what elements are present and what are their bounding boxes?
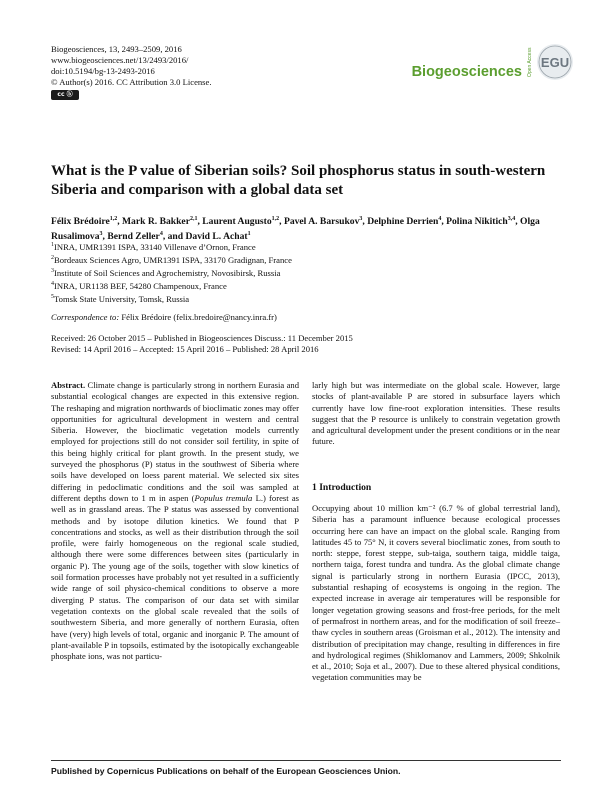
author-name: Delphine Derrien xyxy=(367,216,439,228)
article-metadata xyxy=(51,44,212,100)
dates-line-2: Revised: 14 April 2016 – Accepted: 15 April 2016 – Published: 28 April 2016 xyxy=(51,344,319,355)
svg-text:EGU: EGU xyxy=(540,55,570,70)
author-name: Polina Nikitich xyxy=(446,216,508,228)
abstract-continuation: larly high but was intermediate on the global scale. However, large stocks of plant-available P are stored in subsurface layers which currently have low fine-root exploration intensities. These results suggest that the P resource is unlikely to constrain vegetation growth and agricultural development under the present conditions or in the near future. xyxy=(312,380,560,447)
publisher-footer: Published by Copernicus Publications on behalf of the European Geosciences Union. xyxy=(51,766,401,776)
egu-logo-icon xyxy=(536,43,574,81)
license-line: © Author(s) 2016. CC Attribution 3.0 License. xyxy=(51,77,212,88)
author-name: Mark R. Bakker xyxy=(122,216,190,228)
correspondence xyxy=(51,312,277,322)
introduction-paragraph: Occupying about 10 million km⁻² (6.7 % of global terrestrial land), Siberia has a paramount influence because ecological processes occurring here can have an impact on the global scale. Ranging from latitudes 45 to 75° N, it covers several bioclimatic zones, from south to north: steppe, forest steppe, sub-taiga, southern taiga, middle taiga, northern taiga, forest tundra and tundra. As the global climate change signal is particularly strong in northern Eurasia (IPCC, 2013), substantial reshaping of ecosystems is ongoing in the region. The expected increase in average air temperatures will be responsible for longer vegetation growing seasons and frost-free periods, for the melt of permafrost in northern areas, and for the modification of soil freeze–thaw cycles in southern areas (Groisman et al., 2012). The intensity and distribution of precipitation may change, resulting in differences in fire and hydrological regimes (Shiklomanov and Lammers, 2009; Shkolnik et al., 2010; Soja et al., 2007). Due to these altered physical conditions, vegetation communities may be xyxy=(312,503,560,683)
author-affiliation-index: 3 xyxy=(359,216,363,222)
journal-name: Biogeosciences xyxy=(411,64,522,80)
article-url[interactable]: www.biogeosciences.net/13/2493/2016/ xyxy=(51,55,189,66)
abstract-paragraph: Abstract. Climate change is particularly strong in northern Eurasia and substantial ecological changes are expected in this extensive region. The reshaping and migration northwards of bioclimatic zones may offer opportunities for agricultural development in western and central Siberia. However, the bioclimatic vegetation models currently employed for projections still do not consider soil fertility, in spite of this being highly critical for plant growth. In the present study, we surveyed the phosphorus (P) status in the southwest of Siberia where soils have developed on loess parent material. We selected six sites differing in pedoclimatic conditions and the soil was sampled at different depths down to 1 m in aspen (Populus tremula L.) forest as well as in grassland areas. The P status was assessed by conventional methods and by isotope dilution kinetics. We found that P concentrations and stocks, as well as their distribution through the soil profile, were fairly homogeneous on the regional scale studied, although there were some differences between sites (particularly in organic P). The young age of the soils, together with slow kinetics of soil formation processes have probably not yet resulted in a sufficiently wide range of soil physico-chemical conditions to observe a more diverging P status. The comparison of our data set with similar vegetation contexts on the global scale revealed that the soils of southwestern Siberia, and more generally of northern Eurasia, often have (very) high levels of total, organic and inorganic P. The amount of plant-available P in topsoils, estimated by the isotopically exchangeable phosphate ions, was not particu- xyxy=(51,380,300,662)
author-name: Laurent Augusto xyxy=(202,216,272,228)
author-name: David L. Achat xyxy=(185,231,248,243)
abstract-label: Abstract. xyxy=(51,380,88,390)
author-name: Pavel A. Barsukov xyxy=(283,216,360,228)
affiliation-item: $^3$Institute of Soil Sciences and Agrochemistry, Novosibirsk, Russia xyxy=(51,267,281,278)
dates-line-1: Received: 26 October 2015 – Published in Biogeosciences Discuss.: 11 December 2015 xyxy=(51,333,353,343)
author-affiliation-index: 1,2 xyxy=(271,216,280,222)
author-name: Olga Rusalimova xyxy=(51,216,540,243)
author-affiliation-index: 4 xyxy=(159,231,163,238)
affiliation-item: $^5$Tomsk State University, Tomsk, Russia xyxy=(51,293,190,304)
author-affiliation-index: 3 xyxy=(99,231,103,238)
author-affiliation-index: 1 xyxy=(247,231,251,238)
affiliation-item: $^2$Bordeaux Sciences Agro, UMR1391 ISPA, 33170 Gradignan, France xyxy=(51,254,292,265)
author-affiliation-index: 1,2 xyxy=(109,216,118,222)
journal-citation: Biogeosciences, 13, 2493–2509, 2016 xyxy=(51,44,182,54)
affiliation-item: $^4$INRA, UR1138 BEF, 54280 Champenoux, France xyxy=(51,280,227,291)
footer-rule xyxy=(51,760,561,761)
author-name: Bernd Zeller xyxy=(107,231,160,243)
species-name: Populus tremula xyxy=(194,492,253,503)
journal-logo xyxy=(412,42,574,82)
author-name: Félix Brédoire xyxy=(51,216,110,228)
correspondence-text[interactable]: Félix Brédoire (felix.bredoire@nancy.inra.fr) xyxy=(121,312,277,322)
author-affiliation-index: 3,4 xyxy=(507,216,516,222)
publication-dates xyxy=(51,333,353,356)
paper-title: What is the P value of Siberian soils? Soil phosphorus status in south-western Siberia and comparison with a global data set xyxy=(51,163,546,198)
abstract-column-left xyxy=(51,380,299,662)
correspondence-label: Correspondence to: xyxy=(51,312,120,322)
introduction-column xyxy=(312,503,560,684)
affiliation-item: $^1$INRA, UMR1391 ISPA, 33140 Villenave d’Ornon, France xyxy=(51,241,256,252)
abstract-column-right xyxy=(312,380,560,448)
author-affiliation-index: 4 xyxy=(438,216,442,222)
affiliation-list xyxy=(51,240,292,305)
cc-license-icon[interactable]: cc ⓑ xyxy=(51,90,79,100)
open-access-label: Open Access xyxy=(527,47,533,77)
article-doi[interactable]: doi:10.5194/bg-13-2493-2016 xyxy=(51,66,155,77)
author-list: Félix Brédoire$^{1,2}$, Mark R. Bakker$^{2,1}$, Laurent Augusto$^{1,2}$, Pavel A. Barsukov$^3$, Delphine Derrien$^4$, Polina Nikitich$^{3,4}$, Olga Rusalimova$^3$, Bernd Zeller$^4$, and David L. Achat$^1$ xyxy=(51,216,540,243)
author-affiliation-index: 2,1 xyxy=(189,216,198,222)
introduction-heading: 1 Introduction xyxy=(312,482,372,493)
